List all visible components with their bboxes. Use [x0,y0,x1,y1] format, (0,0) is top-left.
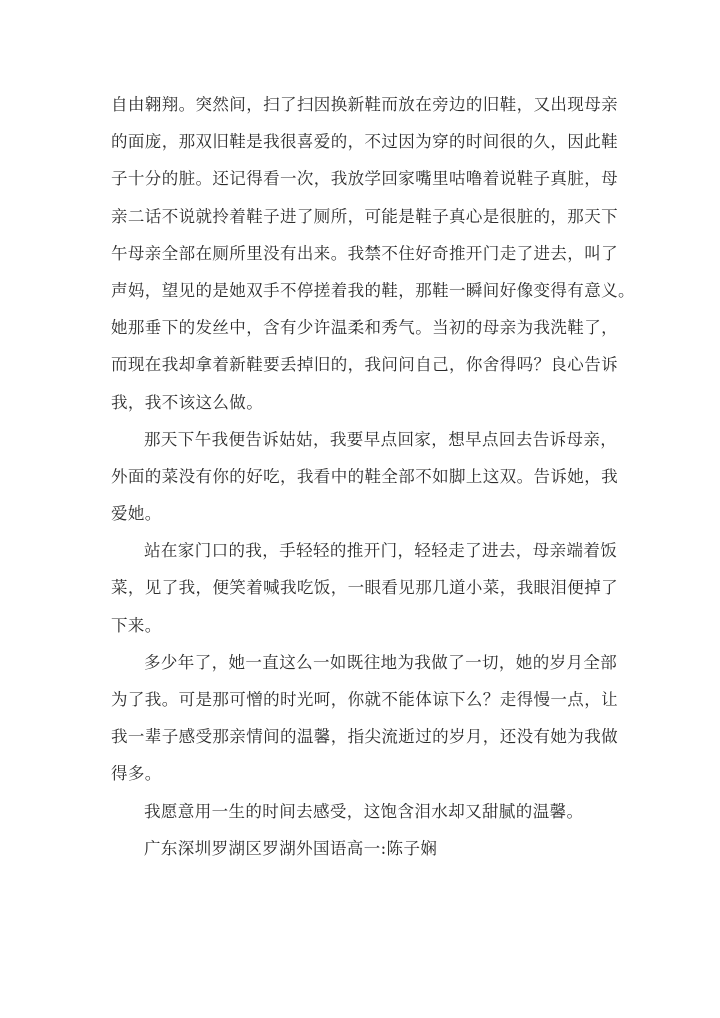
text-line: 为了我。可是那可憎的时光呵，你就不能体谅下么？走得慢一点，让 [111,690,618,709]
text-line: 的面庞，那双旧鞋是我很喜爱的，不过因为穿的时间很的久，因此鞋 [111,132,618,152]
text-line: 而现在我却拿着新鞋要丢掉旧的，我问问自己，你舍得吗？良心告诉 [111,355,618,375]
text-line: 子十分的脏。还记得看一次，我放学回家嘴里咕噜着说鞋子真脏，母 [111,169,618,189]
paragraph-4 [111,650,618,799]
essay-body [111,92,635,873]
text-line: 外面的菜没有你的好吃，我看中的鞋全部不如脚上这双。告诉她，我 [111,466,618,486]
paragraph-1 [111,92,635,427]
text-line: 多少年了，她一直这么一如既往地为我做了一切，她的岁月全部 [144,652,618,672]
paragraph-2 [111,427,618,539]
text-line: 得多。 [111,764,162,784]
text-line: 声妈，望见的是她双手不停搓着我的鞋，那鞋一瞬间好像变得有意义。 [111,280,635,300]
text-line: 菜，见了我，便笑着喊我吃饭，一眼看见那几道小菜，我眼泪便掉了 [111,578,618,598]
text-line: 我愿意用一生的时间去感受，这饱含泪水却又甜腻的温馨。 [144,801,584,821]
text-line: 她那垂下的发丝中，含有少许温柔和秀气。当初的母亲为我洗鞋了， [111,318,618,338]
text-line: 我一辈子感受那亲情间的温馨，指尖流逝过的岁月，还没有她为我做 [111,727,618,747]
author-signature: 广东深圳罗湖区罗湖外国语高一:陈子娴 [144,838,438,858]
text-line: 爱她。 [111,504,162,524]
paragraph-5 [111,799,611,836]
text-line: 我，我不该这么做。 [111,392,264,412]
text-line: 站在家门口的我，手轻轻的推开门，轻轻走了进去，母亲端着饭 [144,541,618,561]
paragraph-3 [111,538,618,650]
text-line: 下来。 [111,615,162,635]
text-line: 亲二话不说就拎着鞋子进了厕所，可能是鞋子真心是很脏的，那天下 [111,206,618,226]
text-line: 自由翱翔。突然间，扫了扫因换新鞋而放在旁边的旧鞋，又出现母亲 [111,95,618,114]
text-line: 那天下午我便告诉姑姑，我要早点回家，想早点回去告诉母亲， [144,429,618,449]
text-line: 午母亲全部在厕所里没有出来。我禁不住好奇推开门走了进去，叫了 [111,243,618,263]
